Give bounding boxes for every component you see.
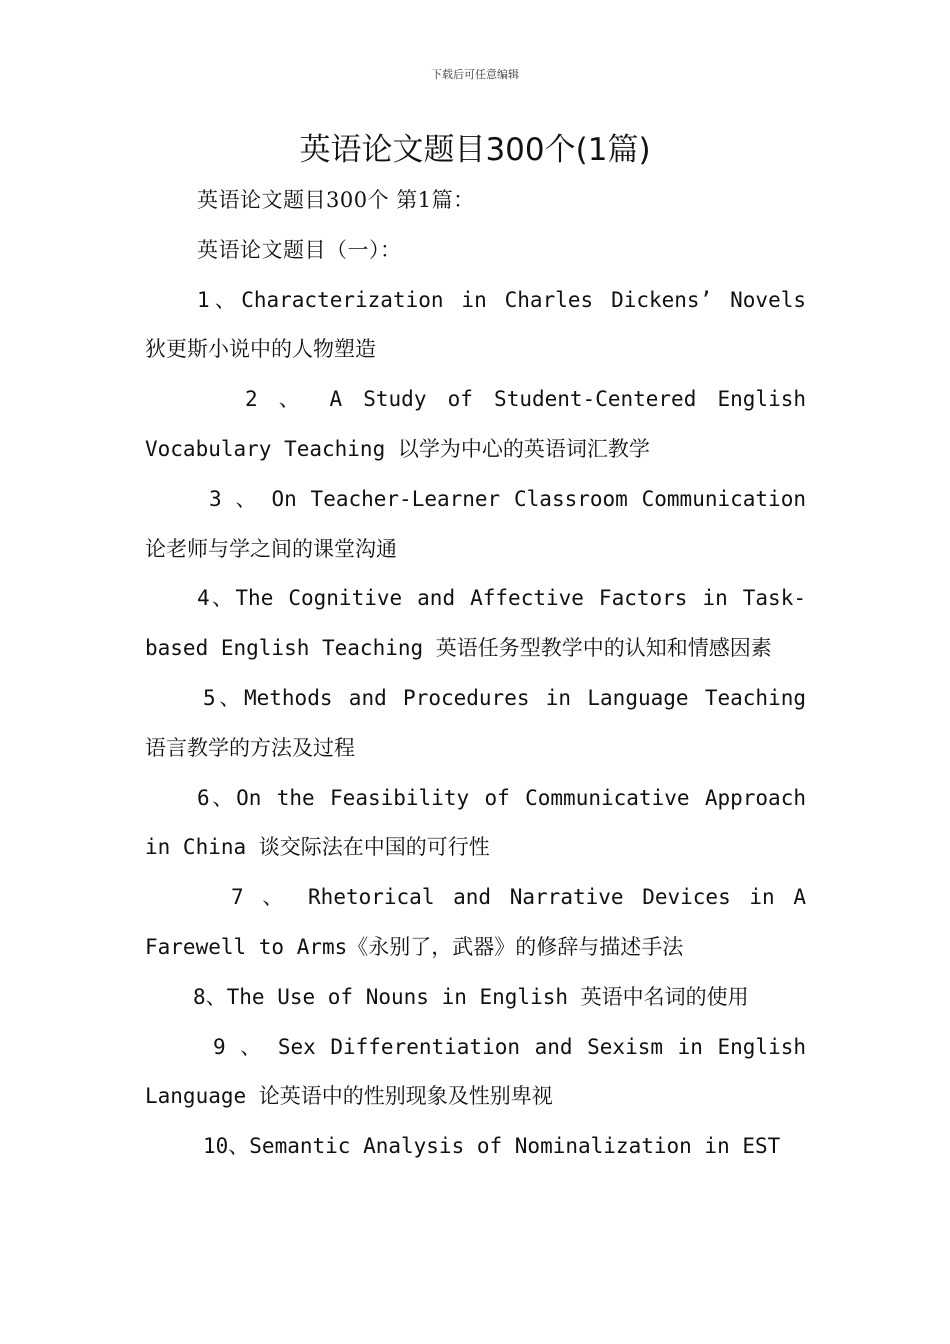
list-item: 8、The Use of Nouns in English 英语中名词的使用 bbox=[193, 984, 749, 1009]
list-item: 1、Characterization in Charles Dickens’ Novels 狄更斯小说中的人物塑造 bbox=[145, 287, 806, 362]
intro-line: 英语论文题目（一）： bbox=[197, 237, 402, 262]
document-title: 英语论文题目300个(1篇) bbox=[299, 132, 651, 168]
list-item: 3 、 On Teacher-Learner Classroom Communication 论老师与学之间的课堂沟通 bbox=[145, 486, 806, 561]
list-item: 7 、 Rhetorical and Narrative Devices in A Farewell to Arms《永别了，武器》的修辞与描述手法 bbox=[145, 885, 806, 959]
intro-line: 英语论文题目300个 第1篇： bbox=[197, 188, 475, 212]
header-note: 下载后可任意编辑 bbox=[431, 68, 519, 81]
document-body bbox=[145, 176, 806, 1172]
list-item: 6、On the Feasibility of Communicative Approach in China 谈交际法在中国的可行性 bbox=[145, 785, 806, 860]
list-item: 5、Methods and Procedures in Language Teaching 语言教学的方法及过程 bbox=[145, 685, 806, 760]
list-item: 4、The Cognitive and Affective Factors in Task-based English Teaching 英语任务型教学中的认知和情感因素 bbox=[145, 586, 806, 661]
list-item: 9 、 Sex Differentiation and Sexism in English Language 论英语中的性别现象及性别卑视 bbox=[145, 1034, 806, 1109]
list-item: 2 、 A Study of Student-Centered English Vocabulary Teaching 以学为中心的英语词汇教学 bbox=[145, 387, 806, 461]
list-item: 10、Semantic Analysis of Nominalization in EST bbox=[203, 1134, 781, 1159]
